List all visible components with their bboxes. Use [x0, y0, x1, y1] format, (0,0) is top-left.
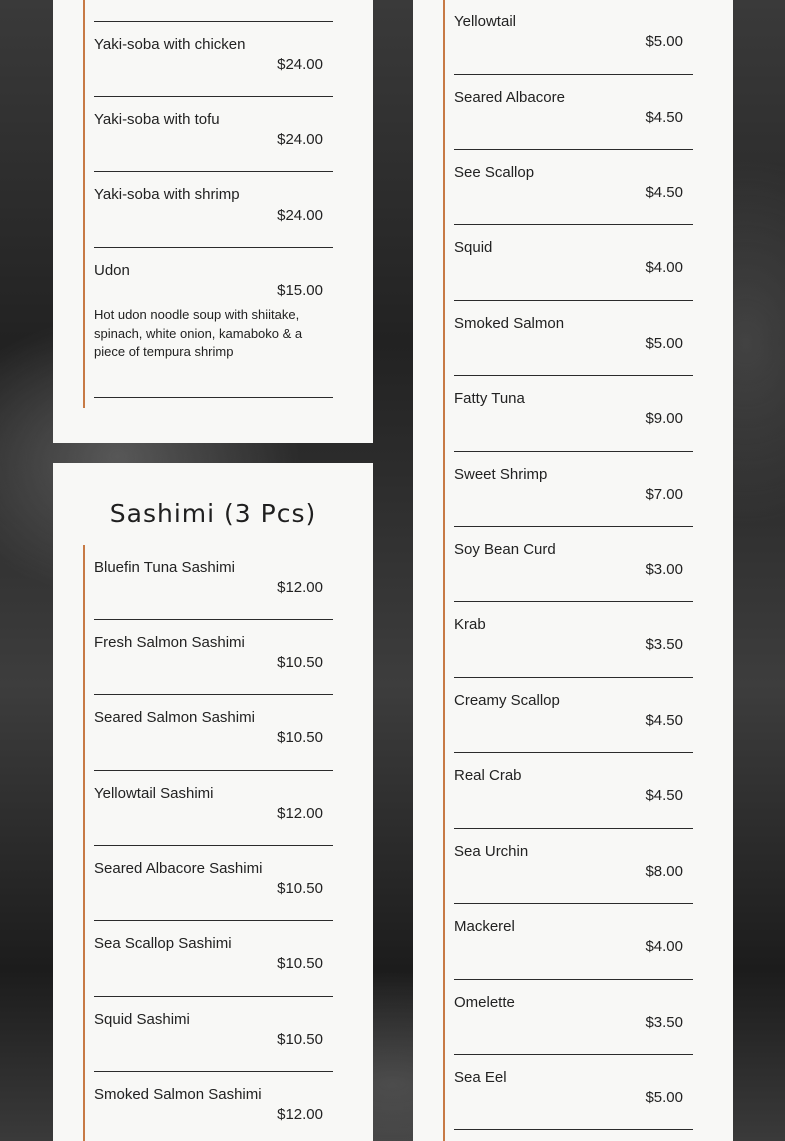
- item-price: $4.00: [645, 259, 683, 276]
- menu-item[interactable]: [454, 75, 693, 150]
- menu-item[interactable]: [94, 921, 333, 997]
- noodles-item-list: [94, 0, 333, 398]
- menu-item[interactable]: [454, 1055, 693, 1130]
- item-price: $10.50: [277, 1031, 323, 1048]
- item-price: $9.00: [645, 410, 683, 427]
- item-price: $5.00: [645, 1089, 683, 1106]
- sashimi-card: [53, 463, 373, 1141]
- menu-item[interactable]: [454, 150, 693, 225]
- item-name: Soy Bean Curd: [454, 541, 556, 558]
- item-price: $4.50: [645, 109, 683, 126]
- menu-item[interactable]: [454, 301, 693, 376]
- menu-item[interactable]: [94, 620, 333, 695]
- item-name: Krab: [454, 616, 486, 633]
- menu-item[interactable]: [454, 753, 693, 829]
- item-name: Smoked Salmon: [454, 315, 565, 332]
- item-name: Udon: [94, 262, 130, 279]
- item-name: Sea Scallop Sashimi: [94, 935, 232, 952]
- menu-item[interactable]: [454, 0, 693, 75]
- item-name: Yaki-soba with tofu: [94, 111, 220, 128]
- item-name: Mackerel: [454, 918, 515, 935]
- menu-item[interactable]: [94, 248, 333, 398]
- item-name: Fresh Salmon Sashimi: [94, 634, 245, 651]
- item-price: $3.50: [645, 1014, 683, 1031]
- item-price: $5.00: [645, 335, 683, 352]
- item-name: Smoked Salmon Sashimi: [94, 1086, 262, 1103]
- item-name: Real Crab: [454, 767, 522, 784]
- item-name: Yaki-soba with chicken: [94, 36, 246, 53]
- noodles-card: [53, 0, 373, 443]
- item-name: Sweet Shrimp: [454, 466, 548, 483]
- item-price: $3.50: [645, 636, 683, 653]
- menu-item[interactable]: [454, 452, 693, 527]
- item-price: $4.50: [645, 184, 683, 201]
- item-price: $24.00: [277, 56, 323, 73]
- item-name: See Scallop: [454, 164, 535, 181]
- section-accent-rail: [443, 0, 445, 1141]
- item-name: Sea Eel: [454, 1069, 507, 1086]
- item-name: Sea Urchin: [454, 843, 529, 860]
- item-name: Seared Albacore: [454, 89, 565, 106]
- item-name: Omelette: [454, 994, 515, 1011]
- item-name: Yellowtail Sashimi: [94, 785, 214, 802]
- item-price: $4.50: [645, 712, 683, 729]
- item-price: $10.50: [277, 654, 323, 671]
- section-title: Sashimi (3 Pcs): [109, 499, 317, 528]
- menu-item[interactable]: [94, 545, 333, 620]
- item-price: $15.00: [277, 282, 323, 299]
- item-price: $4.50: [645, 787, 683, 804]
- item-price: $24.00: [277, 131, 323, 148]
- menu-item[interactable]: [454, 904, 693, 980]
- item-name: Seared Albacore Sashimi: [94, 860, 263, 877]
- menu-item[interactable]: [94, 1072, 333, 1141]
- item-price: $12.00: [277, 805, 323, 822]
- item-price: $12.00: [277, 1106, 323, 1123]
- menu-item[interactable]: [454, 376, 693, 452]
- item-name: Squid: [454, 239, 493, 256]
- menu-item[interactable]: [454, 602, 693, 678]
- item-price: $3.00: [645, 561, 683, 578]
- menu-item[interactable]: [94, 97, 333, 172]
- item-price: $8.00: [645, 863, 683, 880]
- item-name: Seared Salmon Sashimi: [94, 709, 255, 726]
- menu-item[interactable]: [454, 527, 693, 602]
- nigiri-card: [413, 0, 733, 1141]
- item-name: Yaki-soba with shrimp: [94, 186, 240, 203]
- item-name: Yellowtail: [454, 13, 516, 30]
- item-price: $4.00: [645, 938, 683, 955]
- menu-item[interactable]: [454, 980, 693, 1055]
- nigiri-item-list: [454, 0, 693, 1130]
- item-name: Bluefin Tuna Sashimi: [94, 559, 235, 576]
- menu-item[interactable]: [94, 997, 333, 1072]
- item-name: Squid Sashimi: [94, 1011, 190, 1028]
- item-price: $12.00: [277, 579, 323, 596]
- menu-item[interactable]: [454, 678, 693, 753]
- menu-item[interactable]: [94, 846, 333, 921]
- item-price: $7.00: [645, 486, 683, 503]
- item-price: $10.50: [277, 729, 323, 746]
- item-price: $24.00: [277, 207, 323, 224]
- menu-item[interactable]: [454, 829, 693, 904]
- menu-item[interactable]: [94, 22, 333, 97]
- item-price: $10.50: [277, 955, 323, 972]
- item-name: Creamy Scallop: [454, 692, 560, 709]
- item-name: Fatty Tuna: [454, 390, 525, 407]
- menu-item[interactable]: [94, 172, 333, 248]
- item-price: $10.50: [277, 880, 323, 897]
- menu-item-divider: [94, 0, 333, 22]
- sashimi-item-list: [94, 545, 333, 1141]
- section-accent-rail: [83, 545, 85, 1141]
- menu-item[interactable]: [94, 695, 333, 771]
- menu-item[interactable]: [94, 771, 333, 846]
- item-description: Hot udon noodle soup with shiitake, spinach, white onion, kamaboko & a piece of tempura shrimp: [94, 307, 303, 359]
- section-accent-rail: [83, 0, 85, 408]
- item-price: $5.00: [645, 33, 683, 50]
- menu-item[interactable]: [454, 225, 693, 301]
